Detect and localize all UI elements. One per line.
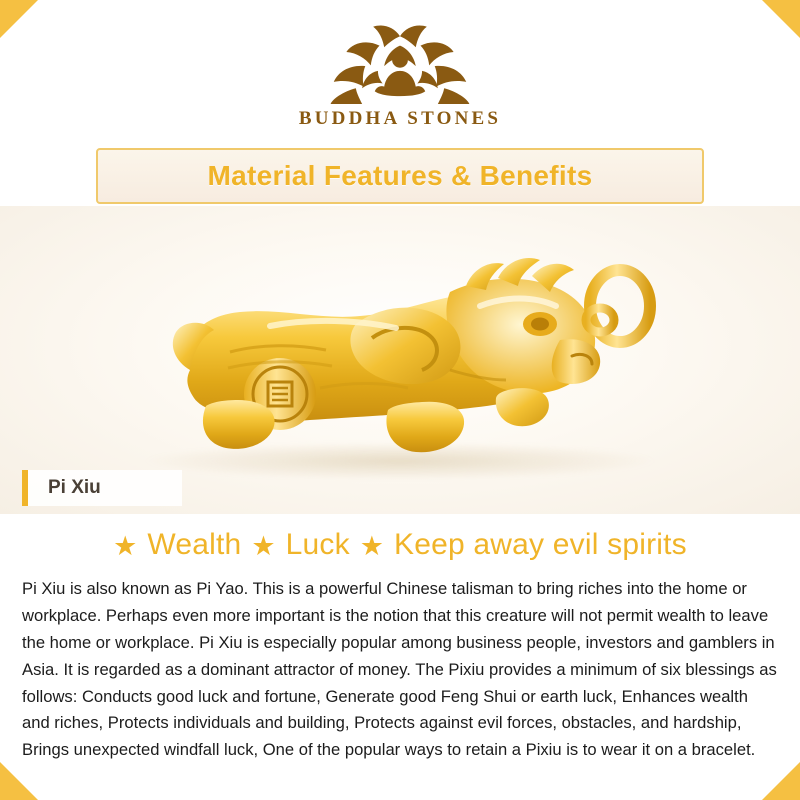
section-banner xyxy=(96,148,704,204)
brand-name: BUDDHA STONES xyxy=(298,108,502,129)
description-paragraph: Pi Xiu is also known as Pi Yao. This is a powerful Chinese talisman to bring riches into the home or workplace. Perhaps even more important is the notion that this creature will not permit wealth to leave the home or workplace. Pi Xiu is especially popular among business people, investors and gamblers in Asia. It is regarded as a dominant attractor of money. The Pixiu provides a minimum of six blessings as follows: Conducts good luck and fortune, Generate good Feng Shui or earth luck, Enhances wealth and riches, Protects individuals and building, Protects against evil forces, obstacles, and hardship, Brings unexpected windfall luck, One of the popular ways to retain a Pixiu is to wear it on a bracelet. xyxy=(22,579,777,760)
star-icon: ★ xyxy=(251,530,276,561)
corner-decoration-bottom-right xyxy=(762,762,800,800)
benefit-item-3: Keep away evil spirits xyxy=(394,528,687,561)
product-image-area xyxy=(0,206,800,514)
corner-decoration-bottom-left xyxy=(0,762,38,800)
benefits-row xyxy=(0,514,800,566)
benefit-item-1: Wealth xyxy=(147,528,242,561)
gold-pixiu-pendant-image xyxy=(120,220,680,500)
page-title: Material Features & Benefits xyxy=(207,160,593,191)
brand-logo-area xyxy=(0,0,800,148)
product-label-chip xyxy=(22,470,182,506)
product-label-text: Pi Xiu xyxy=(48,477,101,498)
star-icon: ★ xyxy=(113,530,138,561)
corner-decoration-top-left xyxy=(0,0,38,38)
corner-decoration-top-right xyxy=(762,0,800,38)
benefit-item-2: Luck xyxy=(285,528,350,561)
star-icon: ★ xyxy=(359,530,384,561)
lotus-meditation-figure-icon xyxy=(320,22,480,104)
banner-area xyxy=(0,148,800,206)
